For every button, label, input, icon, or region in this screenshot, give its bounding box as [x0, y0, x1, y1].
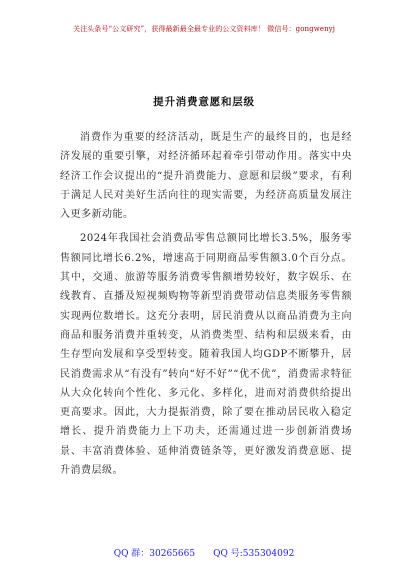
document-body: [60, 128, 352, 485]
qq-group: QQ 群：30265665: [113, 549, 196, 559]
qq-number: QQ 号:535304092: [213, 549, 295, 559]
top-banner: 关注头条号“公文研究”，获得最新最全最专业的公文资料库！ 微信号：gongwenyj: [72, 25, 336, 33]
paragraph: 消费作为重要的经济活动，既是生产的最终目的，也是经济发展的重要引擎，对经济循环起着牵引带动作用。落实中央经济工作会议提出的“提升消费能力、意愿和层级”要求，有利于满足人民对美好生活向往的现实需要，为经济高质量发展注入更多新动能。: [60, 132, 352, 221]
footer-contact: [0, 546, 408, 559]
paragraph: 2024年我国社会消费品零售总额同比增长3.5%，服务零售额同比增长6.2%，增速高于同期商品零售额3.0个百分点。其中，交通、旅游等服务消费零售额增势较好，数字娱乐、在线教育、直播及短视频购物等新型消费带动信息类服务零售额实现两位数增长。这充分表明，居民消费从以商品消费为主向商品和服务消费并重转变，从消费类型、结构和层级来看，由生存型向发展和享受型转变。随着我国人均GDP不断攀升，居民消费需求从“有没有”转向“好不好”“优不优”，消费需求特征从大众化转向个性化、多元化、多样化，进而对消费供给提出更高要求。因此，大力提振消费，除了要在推动居民收入稳定增长、提升消费能力上下功夫，还需通过进一步创新消费场景、丰富消费体验、延伸消费链条等，更好激发消费意愿、提升消费层级。: [60, 233, 352, 477]
document-title: 提升消费意愿和层级: [153, 96, 255, 108]
